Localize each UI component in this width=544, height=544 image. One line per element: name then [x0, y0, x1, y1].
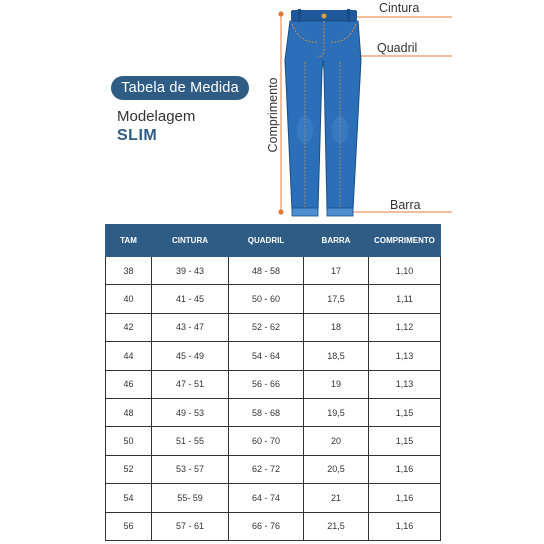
table-row: [106, 398, 441, 426]
title-badge: Tabela de Medida: [111, 76, 249, 100]
cell-comprimento: 1,13: [369, 370, 441, 398]
barra-label: Barra: [390, 198, 421, 212]
size-table: [105, 224, 441, 541]
header-tam: TAM: [106, 225, 152, 257]
table-row: [106, 313, 441, 341]
modelagem-label: Modelagem: [117, 108, 196, 125]
cell-cintura: 39 - 43: [152, 257, 229, 285]
cell-quadril: 56 - 66: [229, 370, 304, 398]
cell-tam: 54: [106, 484, 152, 512]
cell-cintura: 45 - 49: [152, 342, 229, 370]
cell-barra: 18,5: [304, 342, 369, 370]
cell-quadril: 58 - 68: [229, 398, 304, 426]
cell-barra: 17,5: [304, 285, 369, 313]
cell-barra: 17: [304, 257, 369, 285]
cell-comprimento: 1,13: [369, 342, 441, 370]
header-cintura: CINTURA: [152, 225, 229, 257]
cell-comprimento: 1,16: [369, 455, 441, 483]
cell-quadril: 48 - 58: [229, 257, 304, 285]
cell-barra: 20: [304, 427, 369, 455]
cell-tam: 56: [106, 512, 152, 540]
comprimento-top-point: [278, 11, 283, 16]
cell-quadril: 60 - 70: [229, 427, 304, 455]
cell-quadril: 66 - 76: [229, 512, 304, 540]
cell-cintura: 53 - 57: [152, 455, 229, 483]
cell-tam: 42: [106, 313, 152, 341]
cell-tam: 44: [106, 342, 152, 370]
cell-barra: 21,5: [304, 512, 369, 540]
cell-cintura: 43 - 47: [152, 313, 229, 341]
cell-tam: 40: [106, 285, 152, 313]
cell-tam: 50: [106, 427, 152, 455]
cell-quadril: 54 - 64: [229, 342, 304, 370]
cell-cintura: 49 - 53: [152, 398, 229, 426]
table-row: [106, 484, 441, 512]
cell-quadril: 50 - 60: [229, 285, 304, 313]
cell-tam: 48: [106, 398, 152, 426]
cell-barra: 19: [304, 370, 369, 398]
cell-comprimento: 1,15: [369, 398, 441, 426]
cell-comprimento: 1,11: [369, 285, 441, 313]
cell-cintura: 41 - 45: [152, 285, 229, 313]
table-row: [106, 455, 441, 483]
header-comprimento: COMPRIMENTO: [369, 225, 441, 257]
cell-quadril: 62 - 72: [229, 455, 304, 483]
cell-comprimento: 1,16: [369, 512, 441, 540]
cintura-label: Cintura: [379, 1, 420, 15]
jeans-shape: [285, 9, 361, 216]
table-row: [106, 512, 441, 540]
table-row: [106, 285, 441, 313]
cell-cintura: 57 - 61: [152, 512, 229, 540]
table-header-row: [106, 225, 441, 257]
cell-barra: 20,5: [304, 455, 369, 483]
table-row: [106, 427, 441, 455]
modelagem-value: SLIM: [117, 127, 158, 144]
quadril-label: Quadril: [377, 41, 418, 55]
cell-cintura: 51 - 55: [152, 427, 229, 455]
cell-cintura: 47 - 51: [152, 370, 229, 398]
cell-tam: 52: [106, 455, 152, 483]
comprimento-bottom-point: [278, 209, 283, 214]
cell-barra: 19,5: [304, 398, 369, 426]
header-barra: BARRA: [304, 225, 369, 257]
comprimento-label: Comprimento: [266, 77, 280, 153]
table-row: [106, 370, 441, 398]
cell-comprimento: 1,16: [369, 484, 441, 512]
cell-quadril: 52 - 62: [229, 313, 304, 341]
cell-barra: 18: [304, 313, 369, 341]
cell-tam: 38: [106, 257, 152, 285]
header-quadril: QUADRIL: [229, 225, 304, 257]
cell-comprimento: 1,15: [369, 427, 441, 455]
cell-comprimento: 1,12: [369, 313, 441, 341]
table-row: [106, 257, 441, 285]
cell-cintura: 55- 59: [152, 484, 229, 512]
cell-tam: 46: [106, 370, 152, 398]
cell-quadril: 64 - 74: [229, 484, 304, 512]
cell-barra: 21: [304, 484, 369, 512]
cell-comprimento: 1,10: [369, 257, 441, 285]
table-row: [106, 342, 441, 370]
